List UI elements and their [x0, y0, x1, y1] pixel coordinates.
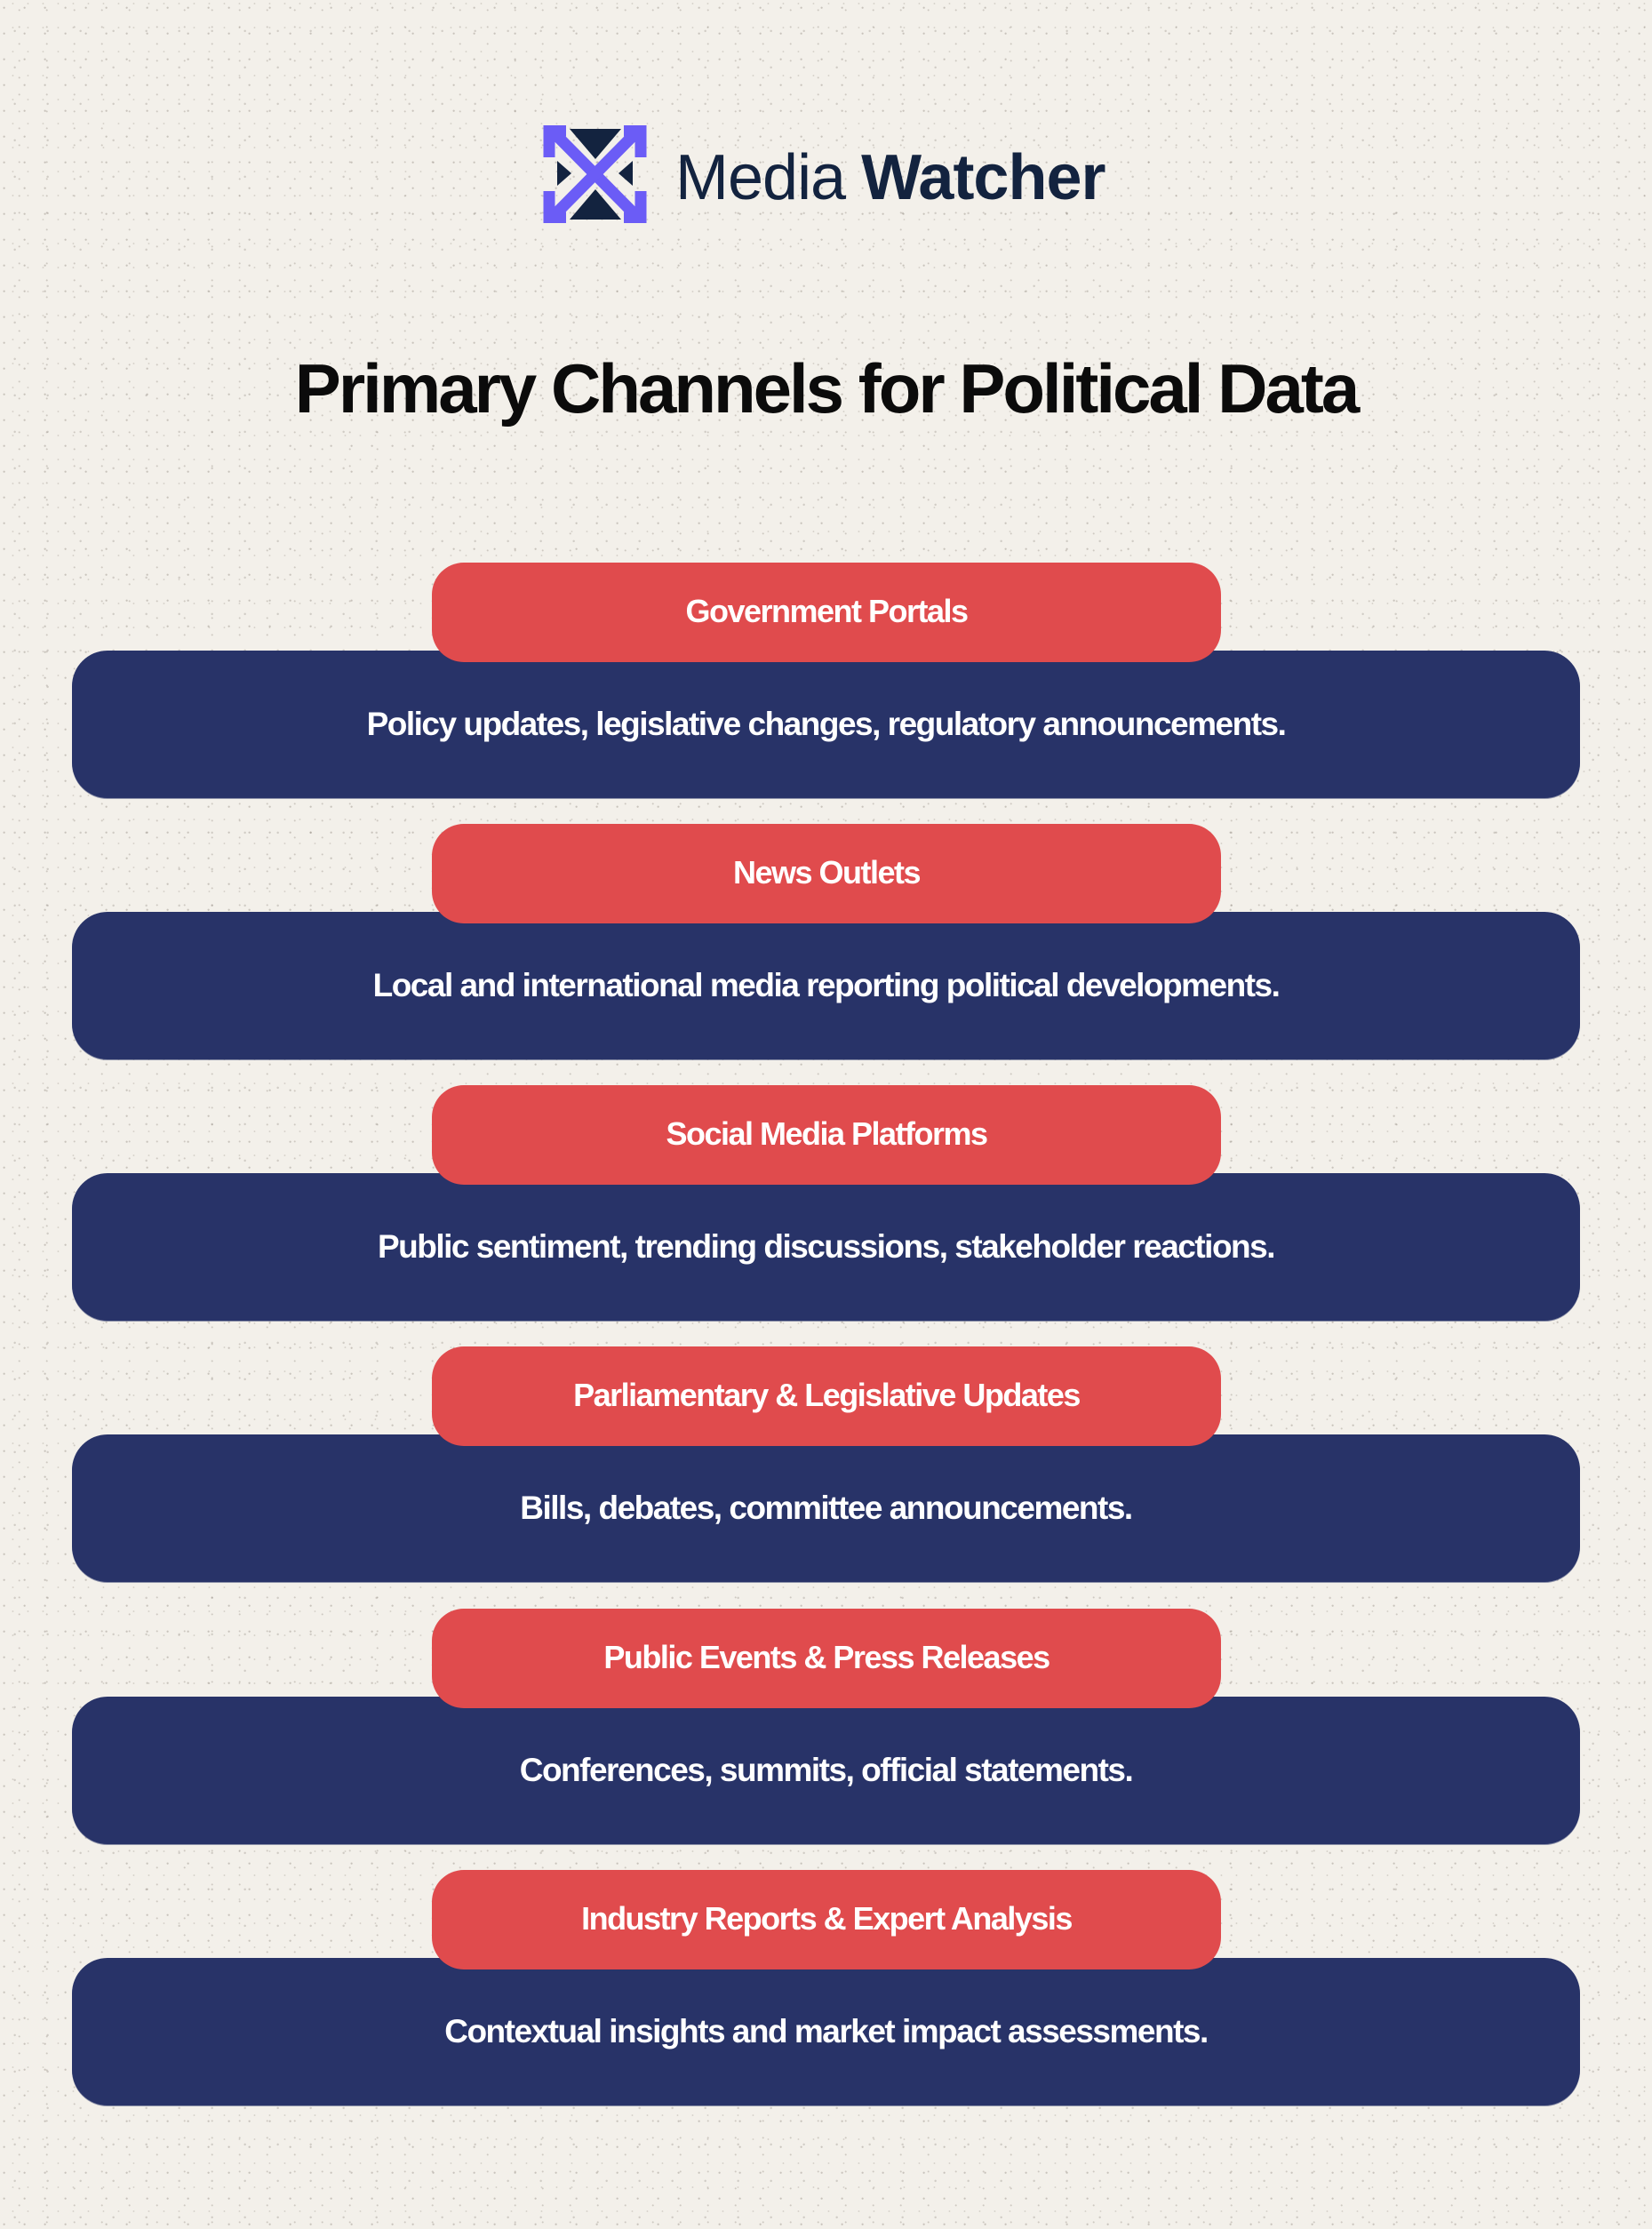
channel-body: [72, 1434, 1580, 1582]
channel-title: Public Events & Press Releases: [603, 1639, 1049, 1675]
channel-title: Social Media Platforms: [666, 1115, 987, 1152]
channel-card-industry-reports-expert-analysis: [0, 1870, 1652, 2105]
channel-title: Parliamentary & Legislative Updates: [573, 1377, 1080, 1413]
channel-description: Bills, debates, committee announcements.: [520, 1490, 1132, 1526]
channel-card-government-portals: [0, 563, 1652, 798]
channel-card-parliamentary-legislative-updates: [0, 1346, 1652, 1582]
page-title: Primary Channels for Political Data: [294, 349, 1358, 427]
channel-description: Policy updates, legislative changes, regulatory announcements.: [366, 706, 1286, 742]
brand-name-light: Media: [675, 142, 846, 213]
channel-body: [72, 1958, 1580, 2105]
channel-card-social-media-platforms: [0, 1085, 1652, 1321]
channel-header: [432, 824, 1221, 923]
channel-header: [432, 1870, 1221, 1969]
channel-header: [432, 1085, 1221, 1185]
channel-card-public-events-press-releases: [0, 1609, 1652, 1844]
channel-card-news-outlets: [0, 824, 1652, 1059]
channel-body: [72, 1173, 1580, 1321]
channel-description: Public sentiment, trending discussions, stakeholder reactions.: [377, 1228, 1275, 1265]
channel-body: [72, 1697, 1580, 1844]
channel-description: Local and international media reporting political developments.: [372, 967, 1280, 1003]
channel-description: Conferences, summits, official statements.: [519, 1752, 1133, 1788]
channel-description: Contextual insights and market impact assessments.: [444, 2013, 1208, 2049]
channel-body: [72, 651, 1580, 798]
channel-header: [432, 1609, 1221, 1708]
channel-title: Industry Reports & Expert Analysis: [581, 1900, 1072, 1937]
channel-body: [72, 912, 1580, 1059]
channel-title: News Outlets: [732, 854, 921, 891]
channel-header: [432, 1346, 1221, 1446]
brand-name-bold: Watcher: [861, 142, 1105, 213]
channel-title: Government Portals: [685, 593, 968, 629]
channel-header: [432, 563, 1221, 662]
